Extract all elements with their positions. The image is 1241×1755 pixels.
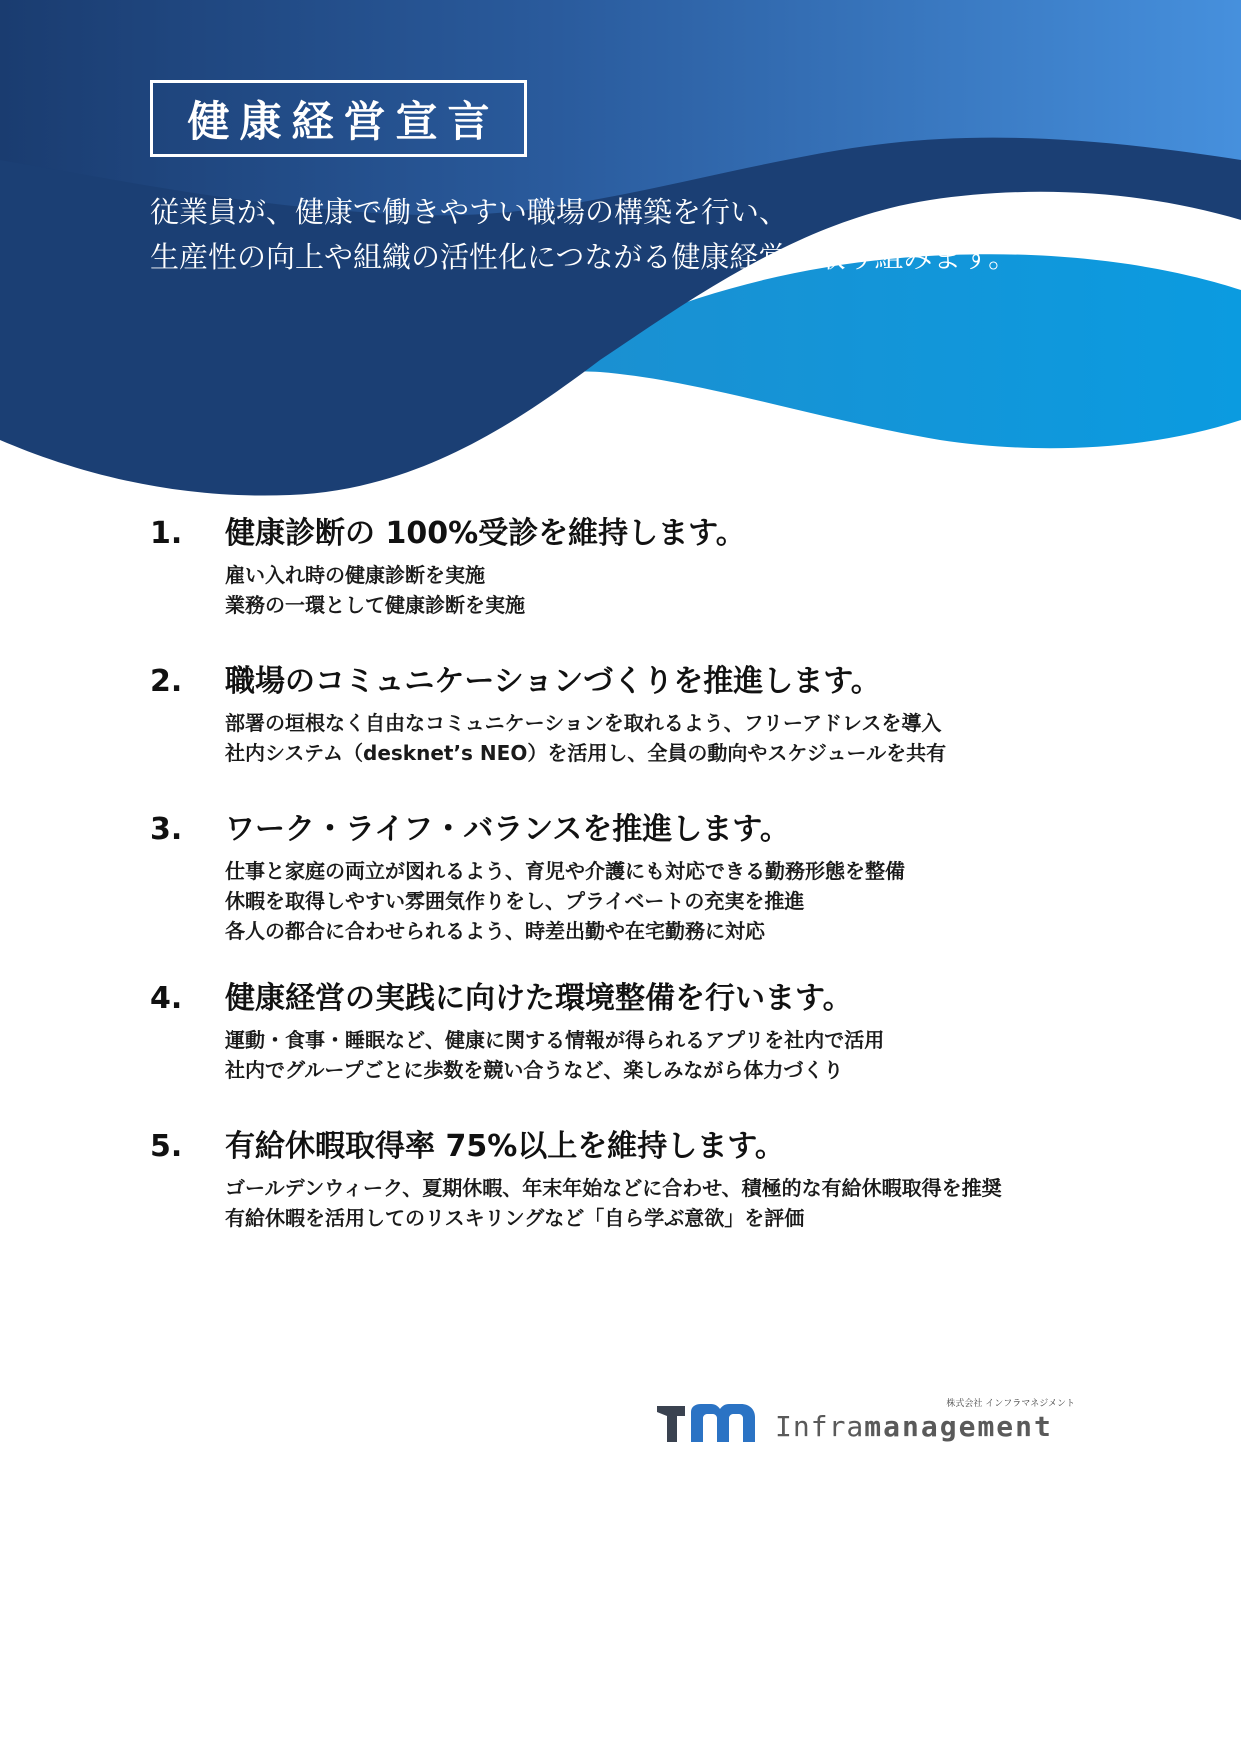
- logo-word-infra: Infra: [775, 1410, 865, 1443]
- im-logo-mark-icon: [655, 1402, 760, 1444]
- item-detail: 雇い入れ時の健康診断を実施: [225, 563, 485, 587]
- item-detail: 各人の都合に合わせられるよう、時差出勤や在宅勤務に対応: [225, 919, 765, 943]
- item-title: 健康診断の 100%受診を維持します。: [225, 516, 746, 551]
- tagline-line: 生産性の向上や組織の活性化につながる健康経営に取り組みます。: [150, 240, 1018, 274]
- item-title: 健康経営の実践に向けた環境整備を行います。: [225, 981, 853, 1016]
- declaration-tagline: [150, 190, 1210, 280]
- item-detail: 社内システム（desknet’s NEO）を活用し、全員の動向やスケジュールを共有: [225, 741, 947, 765]
- item-number: 2.: [150, 664, 183, 699]
- item-title: 職場のコミュニケーションづくりを推進します。: [225, 664, 881, 699]
- item-details: [225, 856, 905, 946]
- declaration-title-box: [150, 80, 527, 157]
- logo-word-management: management: [864, 1410, 1053, 1443]
- logo-company-kana: 株式会社 インフラマネジメント: [946, 1399, 1075, 1409]
- item-details: [225, 1025, 884, 1085]
- item-details: [225, 560, 525, 620]
- tagline-line: 従業員が、健康で働きやすい職場の構築を行い、: [150, 195, 789, 229]
- item-title: ワーク・ライフ・バランスを推進します。: [225, 812, 790, 847]
- item-number: 3.: [150, 812, 183, 847]
- item-detail: 仕事と家庭の両立が図れるよう、育児や介護にも対応できる勤務形態を整備: [225, 859, 905, 883]
- company-logo: [655, 1396, 1095, 1456]
- logo-wordmark: [775, 1410, 1053, 1444]
- item-detail: 部署の垣根なく自由なコミュニケーションを取れるよう、フリーアドレスを導入: [225, 711, 942, 735]
- item-details: [225, 708, 946, 768]
- item-title: 有給休暇取得率 75%以上を維持します。: [225, 1129, 785, 1164]
- item-detail: 業務の一環として健康診断を実施: [225, 593, 525, 617]
- item-detail: 運動・食事・睡眠など、健康に関する情報が得られるアプリを社内で活用: [225, 1028, 885, 1052]
- item-detail: 社内でグループごとに歩数を競い合うなど、楽しみながら体力づくり: [225, 1058, 844, 1082]
- declaration-title: 健康経営宣言: [187, 96, 500, 146]
- item-detail: ゴールデンウィーク、夏期休暇、年末年始などに合わせ、積極的な有給休暇取得を推奨: [225, 1176, 1002, 1200]
- item-detail: 休暇を取得しやすい雰囲気作りをし、プライベートの充実を推進: [225, 889, 805, 913]
- item-detail: 有給休暇を活用してのリスキリングなど「自ら学ぶ意欲」を評価: [225, 1206, 805, 1230]
- item-details: [225, 1173, 1002, 1233]
- item-number: 5.: [150, 1129, 183, 1164]
- item-number: 4.: [150, 981, 183, 1016]
- item-number: 1.: [150, 516, 183, 551]
